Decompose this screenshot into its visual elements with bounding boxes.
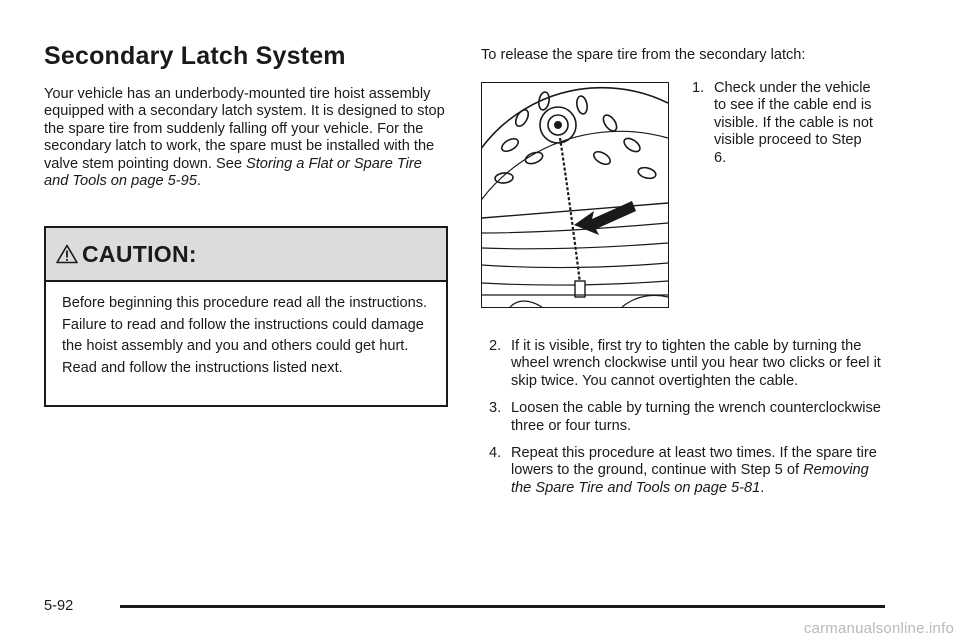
caution-box [44, 226, 448, 407]
step-3 [489, 400, 889, 435]
step-1 [692, 80, 877, 167]
footer-rule [120, 605, 885, 608]
page-heading: Secondary Latch System [44, 42, 346, 70]
caution-title: CAUTION: [82, 240, 197, 267]
step-4-reference-link[interactable]: Removing the Spare Tire and Tools on page 5-81 [511, 462, 869, 496]
release-intro: To release the spare tire from the secondary latch: [481, 47, 806, 63]
intro-reference-link[interactable]: Storing a Flat or Spare Tire and Tools on page 5-95 [44, 155, 422, 190]
step-number: 1. [692, 80, 705, 96]
step-number: 3. [489, 400, 502, 417]
page-number: 5-92 [44, 598, 74, 614]
step-number: 2. [489, 338, 502, 354]
step-4 [489, 445, 889, 497]
caution-header [46, 228, 446, 282]
spare-tire-illustration [481, 82, 669, 308]
step-4-text: Repeat this procedure at least two times. If the spare tire lowers to the ground, continue with Step 5 of [511, 445, 877, 479]
step-text: Loosen the cable by turning the wrench counterclockwise three or four turns. [511, 400, 881, 434]
step-2 [489, 338, 889, 390]
step-number: 4. [489, 445, 502, 462]
step-text: If it is visible, first try to tighten the cable by turning the wheel wrench clockwise until you hear two clicks or feel it skip twice. You cannot overtighten the cable. [511, 338, 881, 389]
warning-triangle-icon [56, 244, 78, 264]
intro-paragraph [44, 86, 449, 190]
step-4-tail: . [760, 479, 765, 496]
step-text: Check under the vehicle to see if the cable end is visible. If the cable is not visible proceed to Step 6. [714, 80, 873, 166]
tire-cable-drawing [482, 83, 668, 307]
intro-tail: . [196, 173, 201, 190]
watermark: carmanualsonline.info [803, 620, 954, 637]
intro-text: Your vehicle has an underbody-mounted tire hoist assembly equipped with a secondary latch system. It is designed to stop the spare tire from suddenly falling off your vehicle. For the secondary latch to work, the spare must be installed with the valve stem pointing down. See [44, 86, 445, 172]
step-text [511, 445, 889, 497]
caution-body: Before beginning this procedure read all the instructions. Failure to read and follow the instructions could damage the hoist assembly and you and others could get hurt. Read and follow the instructions listed next. [62, 295, 428, 376]
steps-list [489, 338, 889, 507]
